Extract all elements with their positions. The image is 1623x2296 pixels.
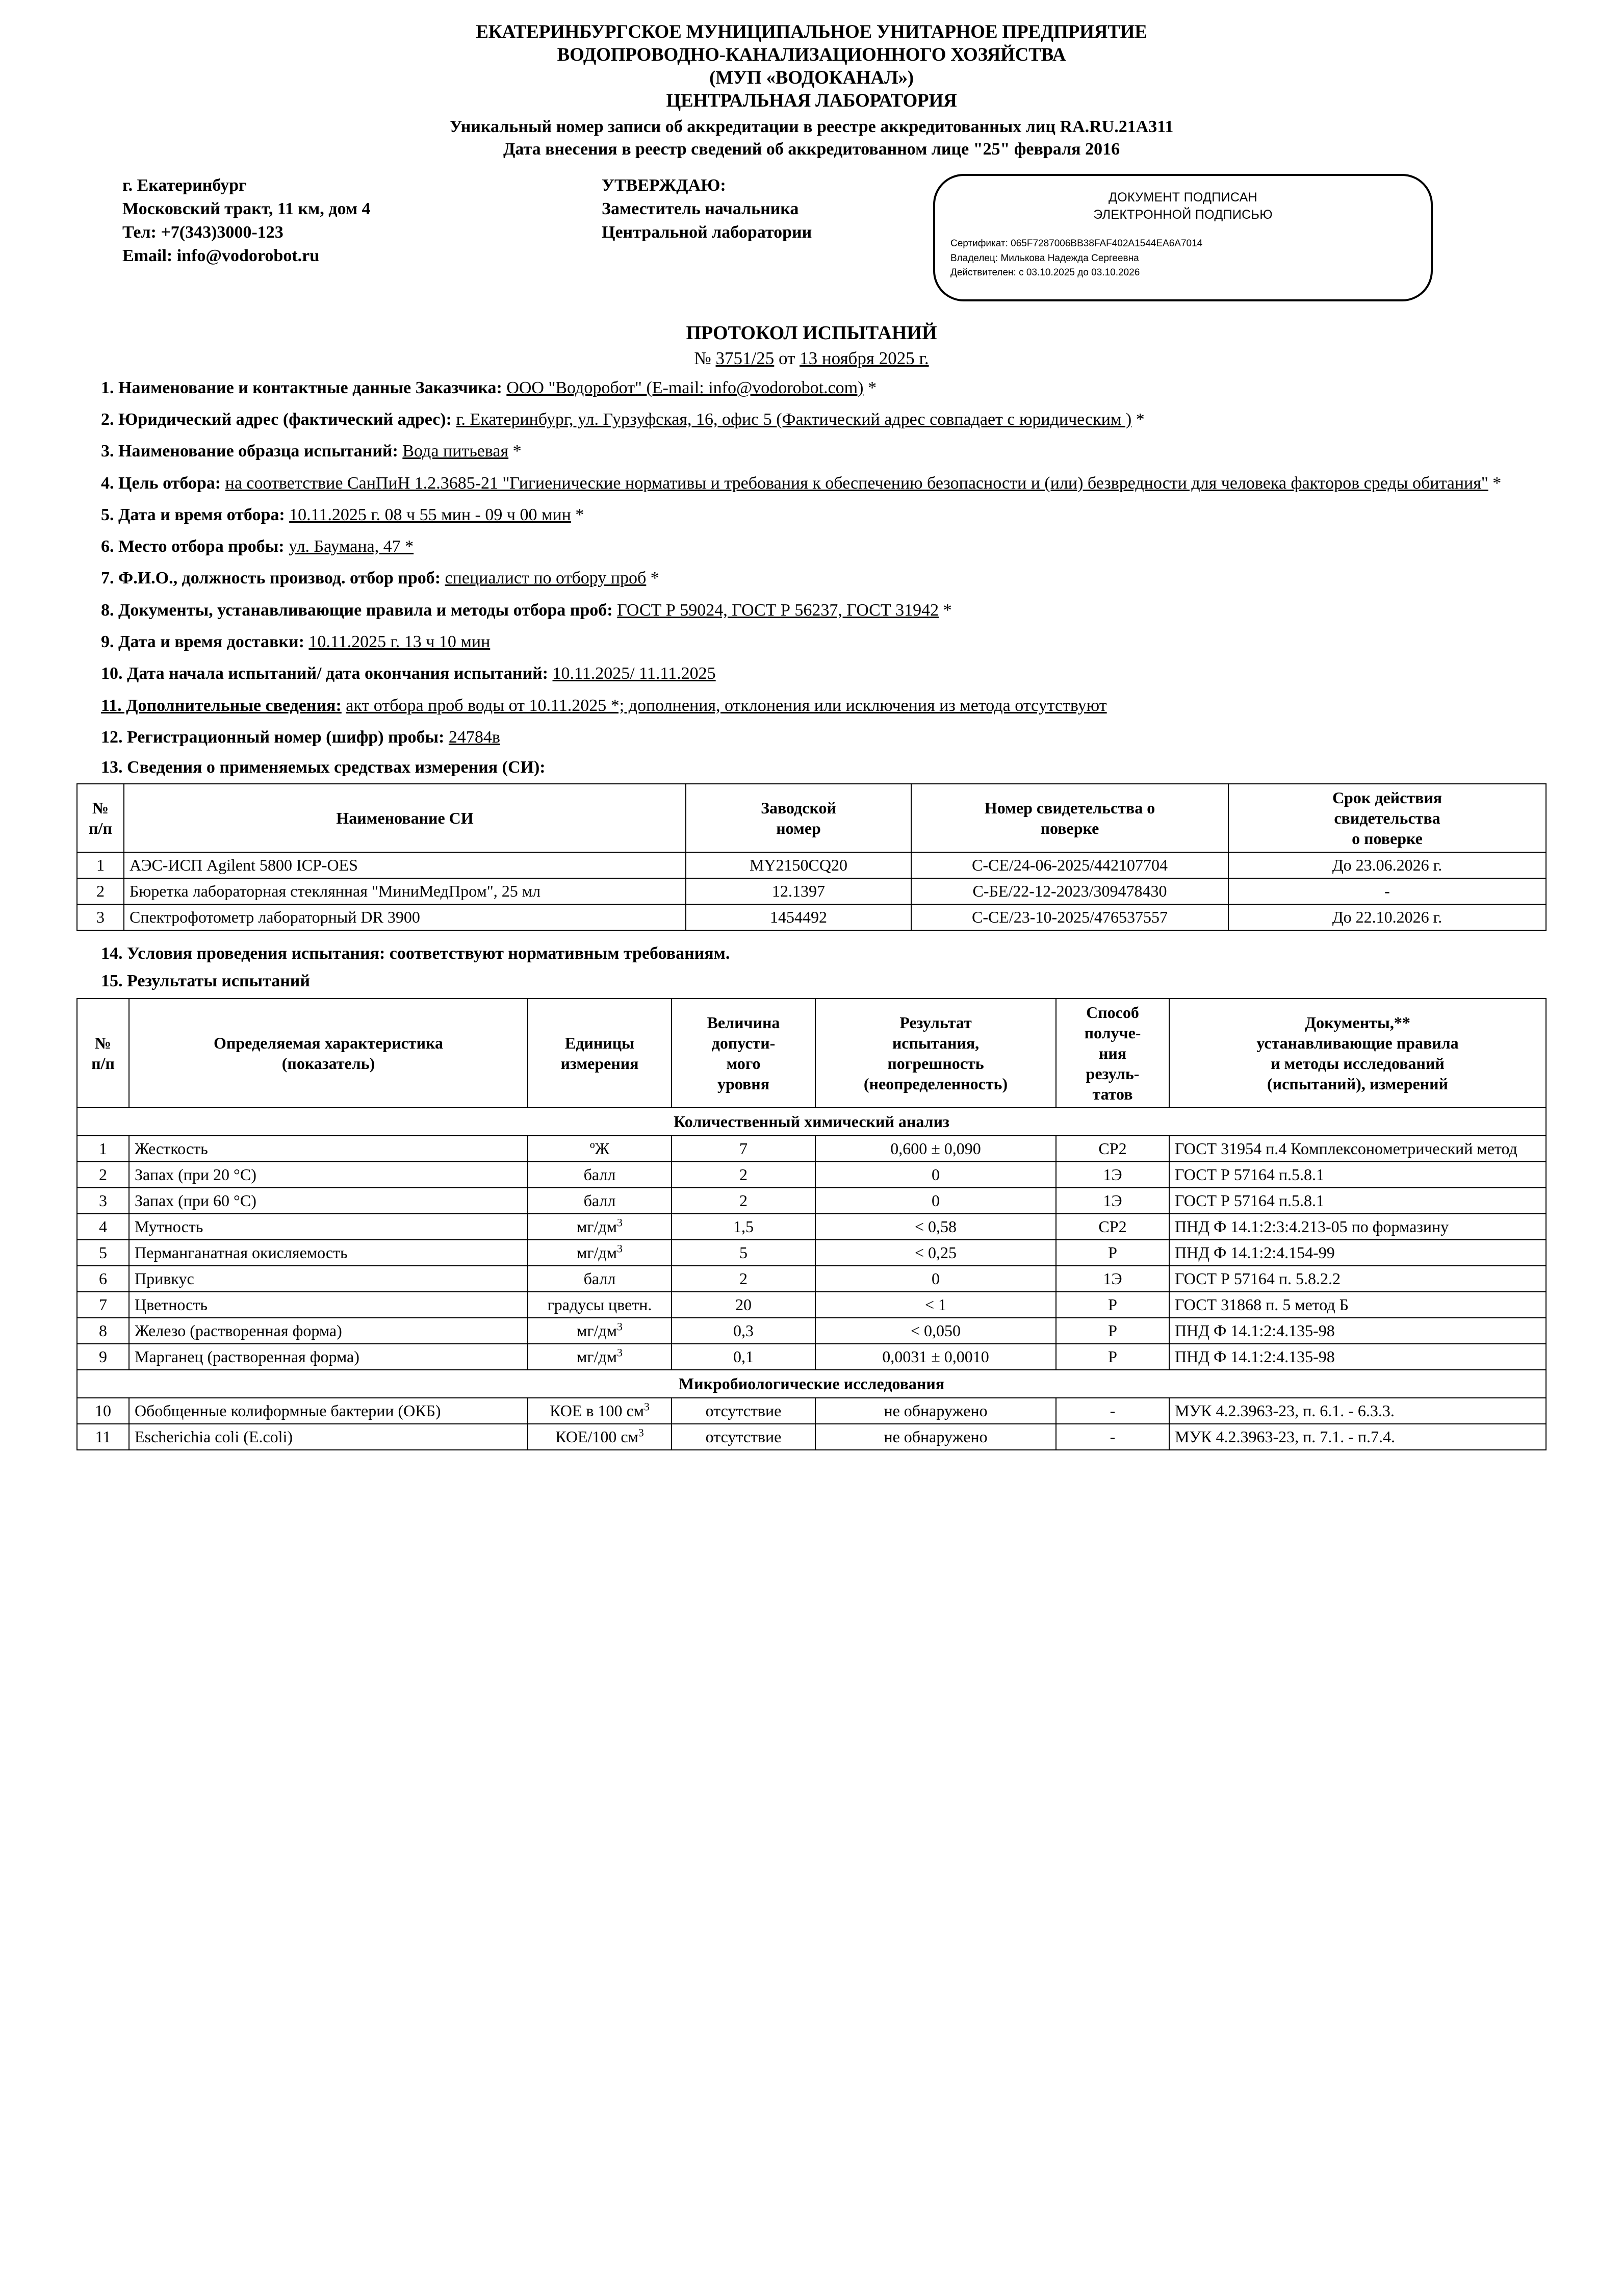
res-row-8-method: Р — [1056, 1318, 1169, 1344]
res-row-7-limit: 20 — [672, 1292, 815, 1318]
res-row-9-documents: ПНД Ф 14.1:2:4.135-98 — [1169, 1344, 1546, 1370]
protocol-number-prefix: № — [694, 348, 716, 368]
res-col-result: Результат испытания, погрешность (неопределенность) — [815, 999, 1056, 1108]
res-row-5-characteristic: Перманганатная окисляемость — [129, 1240, 528, 1266]
res-row-11-number: 11 — [77, 1424, 129, 1450]
item-9-label: 9. Дата и время доставки: — [101, 632, 304, 651]
si-row-2-number: 2 — [77, 878, 124, 904]
res-row-7-documents: ГОСТ 31868 п. 5 метод Б — [1169, 1292, 1546, 1318]
stamp-validity: Действителен: с 03.10.2025 до 03.10.2026 — [950, 267, 1140, 278]
results-group-header — [77, 1370, 1546, 1398]
res-row-10-result: не обнаружено — [815, 1398, 1056, 1424]
res-row-1-result: 0,600 ± 0,090 — [815, 1136, 1056, 1162]
res-row-10-limit: отсутствие — [672, 1398, 815, 1424]
org-line-2: ВОДОПРОВОДНО-КАНАЛИЗАЦИОННОГО ХОЗЯЙСТВА — [557, 44, 1066, 66]
table-row — [77, 1214, 1546, 1240]
res-row-11-unit-text: КОЕ/100 см — [555, 1427, 638, 1446]
table-row — [77, 1162, 1546, 1188]
si-row-1-validity: До 23.06.2026 г. — [1228, 852, 1546, 878]
res-row-5-limit: 5 — [672, 1240, 815, 1266]
si-col-number: № п/п — [77, 784, 124, 852]
stamp-certificate: Сертификат: 065F7287006BB38FAF402A1544EA6A7014 — [950, 238, 1203, 249]
res-row-9-limit: 0,1 — [672, 1344, 815, 1370]
accreditation-number: Уникальный номер записи об аккредитации в реестре аккредитованных лиц RA.RU.21А311 — [449, 117, 1174, 136]
page-title: ПРОТОКОЛ ИСПЫТАНИЙ — [686, 322, 937, 344]
item-12-label: 12. Регистрационный номер (шифр) пробы: — [101, 727, 445, 747]
address-block — [76, 174, 602, 268]
res-row-8-unit — [528, 1318, 672, 1344]
results-group-1-title: Количественный химический анализ — [77, 1108, 1546, 1136]
organization-header — [76, 20, 1547, 113]
item-2 — [76, 407, 1547, 432]
res-row-6-result: 0 — [815, 1266, 1056, 1292]
item-5-value: 10.11.2025 г. 08 ч 55 мин - 09 ч 00 мин — [289, 505, 571, 524]
res-row-3-limit: 2 — [672, 1188, 815, 1214]
table-row — [77, 852, 1546, 878]
res-row-8-unit-sup: 3 — [616, 1320, 623, 1333]
si-row-1-serial: MY2150CQ20 — [686, 852, 911, 878]
si-col-name: Наименование СИ — [124, 784, 686, 852]
item-11-value: акт отбора проб воды от 10.11.2025 *; дополнения, отклонения или исключения из метода отсутствуют — [346, 696, 1107, 715]
res-row-4-documents: ПНД Ф 14.1:2:3:4.213-05 по формазину — [1169, 1214, 1546, 1240]
item-3-tail: * — [508, 442, 522, 461]
res-row-10-unit-sup: 3 — [643, 1400, 650, 1413]
conditions-line: 14. Условия проведения испытания: соответствуют нормативным требованиям. — [101, 944, 730, 963]
res-row-6-unit — [528, 1266, 672, 1292]
res-row-10-method: - — [1056, 1398, 1169, 1424]
si-col-serial: Заводской номер — [686, 784, 911, 852]
si-row-2-certificate: С-БЕ/22-12-2023/309478430 — [911, 878, 1228, 904]
res-row-4-number: 4 — [77, 1214, 129, 1240]
stamp-title-line-2: ЭЛЕКТРОННОЙ ПОДПИСЬЮ — [1093, 207, 1273, 222]
item-9-value: 10.11.2025 г. 13 ч 10 мин — [308, 632, 491, 651]
item-11-label: 11. Дополнительные сведения: — [101, 696, 342, 715]
res-row-2-unit — [528, 1162, 672, 1188]
address-phone: Тел: +7(343)3000-123 — [122, 222, 284, 242]
item-1-label: 1. Наименование и контактные данные Заказчика: — [101, 378, 502, 397]
si-section-heading: 13. Сведения о применяемых средствах измерения (СИ): — [101, 758, 546, 777]
table-row — [77, 1240, 1546, 1266]
res-row-5-unit-sup: 3 — [616, 1242, 623, 1255]
si-row-2-serial: 12.1397 — [686, 878, 911, 904]
res-row-8-limit: 0,3 — [672, 1318, 815, 1344]
res-row-2-number: 2 — [77, 1162, 129, 1188]
res-row-11-result: не обнаружено — [815, 1424, 1056, 1450]
res-row-6-limit: 2 — [672, 1266, 815, 1292]
item-2-value: г. Екатеринбург, ул. Гурзуфская, 16, офис 5 (Фактический адрес совпадает с юридическим ) — [456, 410, 1132, 429]
si-row-3-certificate: С-СЕ/23-10-2025/476537557 — [911, 904, 1228, 930]
res-row-10-characteristic: Обобщенные колиформные бактерии (ОКБ) — [129, 1398, 528, 1424]
protocol-number-line — [76, 348, 1547, 369]
item-10 — [76, 661, 1547, 686]
res-row-9-unit — [528, 1344, 672, 1370]
res-row-4-limit: 1,5 — [672, 1214, 815, 1240]
results-heading: 15. Результаты испытаний — [101, 972, 310, 991]
results-group-2-title: Микробиологические исследования — [77, 1370, 1546, 1398]
res-row-10-unit — [528, 1398, 672, 1424]
si-row-3-serial: 1454492 — [686, 904, 911, 930]
item-8 — [76, 598, 1547, 623]
item-8-label: 8. Документы, устанавливающие правила и методы отбора проб: — [101, 600, 613, 620]
res-row-8-unit-text: мг/дм — [577, 1321, 617, 1340]
res-row-3-result: 0 — [815, 1188, 1056, 1214]
res-row-1-documents: ГОСТ 31954 п.4 Комплексонометрический метод — [1169, 1136, 1546, 1162]
res-row-1-method: СР2 — [1056, 1136, 1169, 1162]
table-row — [77, 1136, 1546, 1162]
address-street: Московский тракт, 11 км, дом 4 — [122, 199, 371, 218]
meta-row — [76, 174, 1547, 301]
res-row-9-unit-sup: 3 — [616, 1346, 623, 1359]
item-6-label: 6. Место отбора пробы: — [101, 537, 285, 556]
table-row — [77, 1266, 1546, 1292]
results-header-row — [77, 999, 1546, 1108]
table-row — [77, 1188, 1546, 1214]
res-row-11-unit-sup: 3 — [638, 1426, 644, 1439]
item-4 — [76, 471, 1547, 496]
res-row-6-characteristic: Привкус — [129, 1266, 528, 1292]
item-7-value: специалист по отбору проб — [445, 569, 647, 588]
res-row-5-number: 5 — [77, 1240, 129, 1266]
res-row-9-number: 9 — [77, 1344, 129, 1370]
res-row-7-number: 7 — [77, 1292, 129, 1318]
res-row-9-characteristic: Марганец (растворенная форма) — [129, 1344, 528, 1370]
res-row-11-characteristic: Escherichia coli (E.coli) — [129, 1424, 528, 1450]
res-row-6-method: 1Э — [1056, 1266, 1169, 1292]
res-row-7-unit-text: градусы цветн. — [547, 1295, 652, 1314]
item-11 — [76, 694, 1547, 718]
item-4-value: на соответствие СанПиН 1.2.3685-21 "Гигиенические нормативы и требования к обеспечению безопасности и (или) безвредности для человека факторов среды обитания" — [225, 473, 1488, 493]
stamp-owner: Владелец: Милькова Надежда Сергеевна — [950, 252, 1139, 264]
item-2-label: 2. Юридический адрес (фактический адрес): — [101, 410, 452, 429]
org-line-3: (МУП «ВОДОКАНАЛ») — [709, 67, 914, 89]
res-col-documents: Документы,** устанавливающие правила и методы исследований (испытаний), измерений — [1169, 999, 1546, 1108]
res-row-4-unit-sup: 3 — [616, 1216, 623, 1229]
item-1 — [76, 376, 1547, 400]
si-row-1-number: 1 — [77, 852, 124, 878]
approval-position-1: Заместитель начальника — [602, 199, 799, 218]
res-row-4-unit — [528, 1214, 672, 1240]
res-row-11-documents: МУК 4.2.3963-23, п. 7.1. - п.7.4. — [1169, 1424, 1546, 1450]
si-col-validity: Срок действия свидетельства о поверке — [1228, 784, 1546, 852]
res-row-9-result: 0,0031 ± 0,0010 — [815, 1344, 1056, 1370]
address-email: Email: info@vodorobot.ru — [122, 246, 320, 265]
res-row-8-result: < 0,050 — [815, 1318, 1056, 1344]
approval-block — [602, 174, 928, 244]
item-1-tail: * — [863, 378, 877, 397]
si-row-1-certificate: C-СЕ/24-06-2025/442107704 — [911, 852, 1228, 878]
si-row-3-number: 3 — [77, 904, 124, 930]
res-row-7-method: Р — [1056, 1292, 1169, 1318]
res-row-11-limit: отсутствие — [672, 1424, 815, 1450]
approval-title: УТВЕРЖДАЮ: — [602, 175, 726, 195]
table-row — [77, 1398, 1546, 1424]
res-col-method: Способ получе- ния резуль- татов — [1056, 999, 1169, 1108]
org-line-4: ЦЕНТРАЛЬНАЯ ЛАБОРАТОРИЯ — [666, 90, 957, 112]
res-row-10-number: 10 — [77, 1398, 129, 1424]
item-12 — [76, 725, 1547, 750]
res-row-10-documents: МУК 4.2.3963-23, п. 6.1. - 6.3.3. — [1169, 1398, 1546, 1424]
item-5-tail: * — [571, 505, 584, 524]
item-8-value: ГОСТ Р 59024, ГОСТ Р 56237, ГОСТ 31942 — [617, 600, 939, 620]
results-table — [76, 998, 1547, 1450]
address-city: г. Екатеринбург — [122, 175, 247, 195]
table-row — [77, 1344, 1546, 1370]
item-1-value: ООО "Водоробот" (E-mail: info@vodorobot.com) — [506, 378, 864, 397]
item-3-label: 3. Наименование образца испытаний: — [101, 442, 398, 461]
item-10-label: 10. Дата начала испытаний/ дата окончания испытаний: — [101, 664, 548, 683]
res-row-8-characteristic: Железо (растворенная форма) — [129, 1318, 528, 1344]
res-row-7-unit — [528, 1292, 672, 1318]
res-row-6-documents: ГОСТ Р 57164 п. 5.8.2.2 — [1169, 1266, 1546, 1292]
res-row-6-unit-text: балл — [583, 1269, 616, 1288]
res-row-3-unit — [528, 1188, 672, 1214]
res-row-8-documents: ПНД Ф 14.1:2:4.135-98 — [1169, 1318, 1546, 1344]
res-col-number: № п/п — [77, 999, 129, 1108]
item-6-value: ул. Баумана, 47 * — [289, 537, 414, 556]
res-row-11-method: - — [1056, 1424, 1169, 1450]
si-row-3-name: Спектрофотометр лабораторный DR 3900 — [124, 904, 686, 930]
si-row-2-name: Бюретка лабораторная стеклянная "МиниМедПром", 25 мл — [124, 878, 686, 904]
res-row-9-unit-text: мг/дм — [577, 1347, 617, 1366]
table-row — [77, 1424, 1546, 1450]
res-row-1-limit: 7 — [672, 1136, 815, 1162]
item-9 — [76, 630, 1547, 654]
res-row-5-result: < 0,25 — [815, 1240, 1056, 1266]
item-5 — [76, 503, 1547, 527]
protocol-date: 13 ноября 2025 г. — [800, 348, 929, 368]
table-row — [77, 904, 1546, 930]
res-row-2-method: 1Э — [1056, 1162, 1169, 1188]
res-row-2-result: 0 — [815, 1162, 1056, 1188]
results-group-header — [77, 1108, 1546, 1136]
item-3-value: Вода питьевая — [402, 442, 509, 461]
si-col-certificate: Номер свидетельства о поверке — [911, 784, 1228, 852]
res-row-7-result: < 1 — [815, 1292, 1056, 1318]
si-table — [76, 783, 1547, 931]
item-4-tail: * — [1488, 473, 1502, 493]
res-row-2-characteristic: Запах (при 20 °С) — [129, 1162, 528, 1188]
res-row-5-unit-text: мг/дм — [577, 1243, 617, 1262]
res-row-3-number: 3 — [77, 1188, 129, 1214]
si-row-3-validity: До 22.10.2026 г. — [1228, 904, 1546, 930]
approval-position-2: Центральной лаборатории — [602, 222, 812, 242]
item-6 — [76, 534, 1547, 559]
org-line-1: ЕКАТЕРИНБУРГСКОЕ МУНИЦИПАЛЬНОЕ УНИТАРНОЕ ПРЕДПРИЯТИЕ — [476, 21, 1147, 42]
res-row-4-method: СР2 — [1056, 1214, 1169, 1240]
res-row-3-unit-text: балл — [583, 1191, 616, 1210]
res-row-1-characteristic: Жесткость — [129, 1136, 528, 1162]
accreditation-block — [76, 116, 1547, 161]
res-row-6-number: 6 — [77, 1266, 129, 1292]
res-row-4-characteristic: Мутность — [129, 1214, 528, 1240]
protocol-date-prefix: от — [774, 348, 800, 368]
res-row-10-unit-text: КОЕ в 100 см — [550, 1401, 644, 1420]
res-col-characteristic: Определяемая характеристика (показатель) — [129, 999, 528, 1108]
item-7-label: 7. Ф.И.О., должность производ. отбор проб: — [101, 569, 441, 588]
protocol-number: 3751/25 — [715, 348, 775, 368]
res-row-4-unit-text: мг/дм — [577, 1217, 617, 1236]
si-table-header-row — [77, 784, 1546, 852]
res-row-5-unit — [528, 1240, 672, 1266]
item-5-label: 5. Дата и время отбора: — [101, 505, 285, 524]
res-row-5-documents: ПНД Ф 14.1:2:4.154-99 — [1169, 1240, 1546, 1266]
item-12-value: 24784в — [448, 727, 500, 747]
item-4-label: 4. Цель отбора: — [101, 473, 221, 493]
table-row — [77, 878, 1546, 904]
res-row-11-unit — [528, 1424, 672, 1450]
res-row-1-unit-text: ºЖ — [589, 1139, 610, 1158]
accreditation-date: Дата внесения в реестр сведений об аккредитованном лице "25" февраля 2016 — [503, 139, 1120, 159]
item-3 — [76, 439, 1547, 464]
res-row-3-documents: ГОСТ Р 57164 п.5.8.1 — [1169, 1188, 1546, 1214]
res-row-2-limit: 2 — [672, 1162, 815, 1188]
res-col-unit: Единицы измерения — [528, 999, 672, 1108]
res-row-1-number: 1 — [77, 1136, 129, 1162]
res-row-9-method: Р — [1056, 1344, 1169, 1370]
digital-signature-stamp — [933, 174, 1433, 301]
item-7 — [76, 566, 1547, 591]
res-row-5-method: Р — [1056, 1240, 1169, 1266]
res-row-3-characteristic: Запах (при 60 °С) — [129, 1188, 528, 1214]
res-row-7-characteristic: Цветность — [129, 1292, 528, 1318]
res-row-2-documents: ГОСТ Р 57164 п.5.8.1 — [1169, 1162, 1546, 1188]
table-row — [77, 1318, 1546, 1344]
table-row — [77, 1292, 1546, 1318]
item-8-tail: * — [939, 600, 952, 620]
res-row-2-unit-text: балл — [583, 1165, 616, 1184]
res-row-1-unit — [528, 1136, 672, 1162]
si-row-1-name: АЭС-ИСП Agilent 5800 ICP-OES — [124, 852, 686, 878]
item-7-tail: * — [646, 569, 659, 588]
res-row-8-number: 8 — [77, 1318, 129, 1344]
stamp-title-line-1: ДОКУМЕНТ ПОДПИСАН — [1109, 190, 1257, 205]
res-col-limit: Величина допусти- мого уровня — [672, 999, 815, 1108]
si-row-2-validity: - — [1228, 878, 1546, 904]
res-row-3-method: 1Э — [1056, 1188, 1169, 1214]
item-10-value: 10.11.2025/ 11.11.2025 — [552, 664, 716, 683]
res-row-4-result: < 0,58 — [815, 1214, 1056, 1240]
item-2-tail: * — [1131, 410, 1145, 429]
